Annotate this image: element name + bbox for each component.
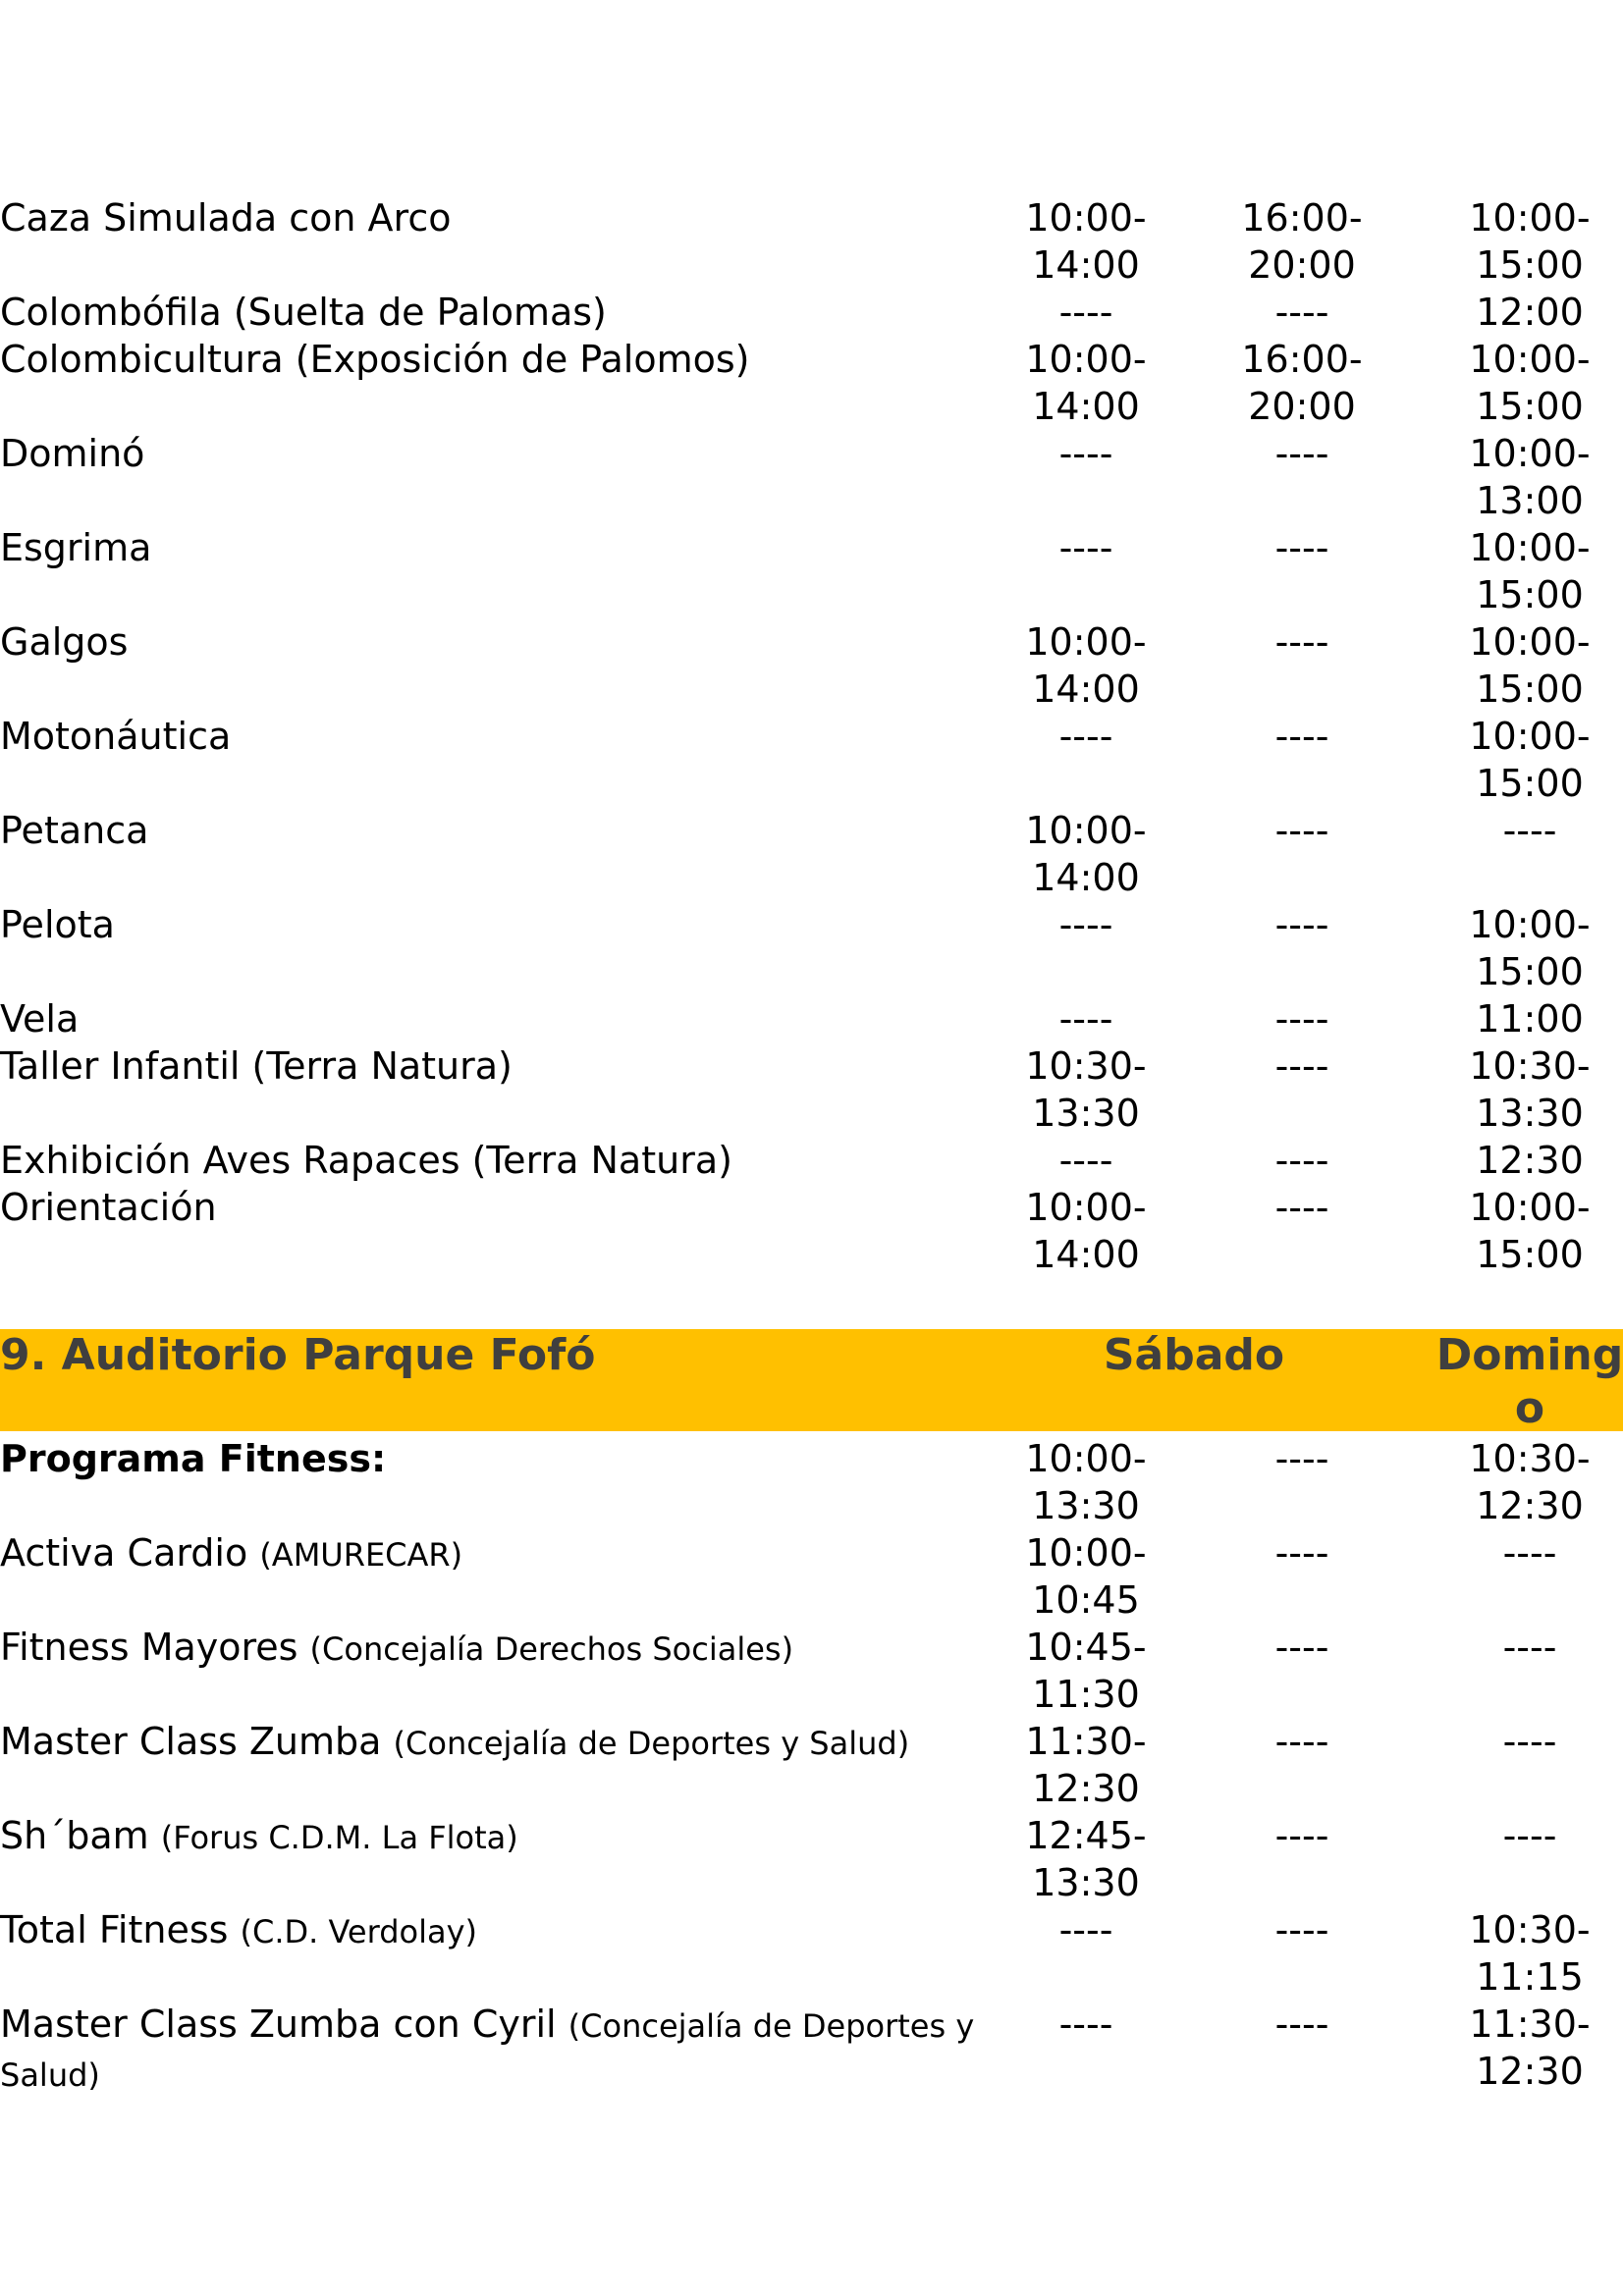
sunday-time: 10:00- 15:00 <box>1469 338 1591 428</box>
sunday-time: 10:00- 15:00 <box>1469 620 1591 711</box>
sunday-time: 10:30- 13:30 <box>1469 1044 1591 1135</box>
organizer: (AMURECAR) <box>259 1536 463 1574</box>
activity-label: Activa Cardio <box>0 1531 260 1575</box>
saturday-morning-time: ---- <box>1058 1908 1113 1951</box>
saturday-morning-time: 10:00- 14:00 <box>1025 338 1147 428</box>
sunday-time: 10:00- 15:00 <box>1469 903 1591 993</box>
saturday-afternoon-time: ---- <box>1274 1531 1329 1575</box>
activity-name <box>0 1812 992 1861</box>
sunday-time: 10:00- 15:00 <box>1469 1186 1591 1276</box>
sunday-time: 10:00- 15:00 <box>1469 526 1591 616</box>
saturday-afternoon-time: ---- <box>1274 1908 1329 1951</box>
activity-name: Pelota <box>0 903 115 946</box>
activity-name: Orientación <box>0 1186 217 1229</box>
saturday-afternoon-time: ---- <box>1274 1720 1329 1763</box>
saturday-afternoon-time: ---- <box>1274 1437 1329 1480</box>
sunday-time: ---- <box>1502 1626 1557 1669</box>
saturday-morning-time: 11:30- 12:30 <box>1025 1720 1147 1810</box>
sunday-time: 11:30- 12:30 <box>1469 2002 1591 2093</box>
saturday-afternoon-time: ---- <box>1274 715 1329 758</box>
section-header <box>0 1329 1623 1431</box>
sunday-time: 10:30- 12:30 <box>1469 1437 1591 1527</box>
sunday-time: ---- <box>1502 1720 1557 1763</box>
saturday-afternoon-time: ---- <box>1274 291 1329 334</box>
saturday-morning-time: ---- <box>1058 903 1113 946</box>
saturday-morning-time: ---- <box>1058 432 1113 475</box>
organizer: (Forus C.D.M. La Flota) <box>160 1819 518 1856</box>
saturday-morning-time: ---- <box>1058 997 1113 1041</box>
saturday-morning-time: 10:00- 13:30 <box>1025 1437 1147 1527</box>
activity-label: Fitness Mayores <box>0 1626 310 1669</box>
activity-label: Master Class Zumba <box>0 1720 394 1763</box>
activity-label: Sh´bam <box>0 1814 161 1857</box>
sunday-column-header: Doming o <box>1435 1330 1623 1433</box>
saturday-morning-time: 10:00- 14:00 <box>1025 196 1147 287</box>
saturday-morning-time: 10:30- 13:30 <box>1025 1044 1147 1135</box>
sunday-time: 12:00 <box>1476 291 1584 334</box>
activity-name: Petanca <box>0 809 149 852</box>
saturday-afternoon-time: ---- <box>1274 1814 1329 1857</box>
sunday-time: 12:30 <box>1476 1139 1584 1182</box>
saturday-morning-time: 10:00- 14:00 <box>1025 620 1147 711</box>
saturday-morning-time: 10:00- 14:00 <box>1025 1186 1147 1276</box>
activity-name: Galgos <box>0 620 129 664</box>
activity-label: Programa Fitness: <box>0 1437 387 1480</box>
saturday-morning-time: ---- <box>1058 1139 1113 1182</box>
organizer: (Concejalía Derechos Sociales) <box>309 1630 794 1668</box>
activity-name <box>0 1435 992 1484</box>
sunday-time: 10:00- 15:00 <box>1469 196 1591 287</box>
activity-name: Colombófila (Suelta de Palomas) <box>0 291 607 334</box>
activity-name: Esgrima <box>0 526 152 569</box>
saturday-morning-time: 10:00- 10:45 <box>1025 1531 1147 1622</box>
saturday-afternoon-time: 16:00- 20:00 <box>1241 196 1363 287</box>
activity-name <box>0 1718 992 1767</box>
saturday-morning-time: ---- <box>1058 715 1113 758</box>
activity-name <box>0 1906 992 1955</box>
saturday-morning-time: 10:45- 11:30 <box>1025 1626 1147 1716</box>
sunday-time: ---- <box>1502 1814 1557 1857</box>
activity-label: Master Class Zumba con Cyril <box>0 2002 568 2046</box>
sunday-time: 10:30- 11:15 <box>1469 1908 1591 1999</box>
activity-name: Dominó <box>0 432 145 475</box>
saturday-afternoon-time: ---- <box>1274 620 1329 664</box>
saturday-morning-time: ---- <box>1058 291 1113 334</box>
sunday-time: 10:00- 13:00 <box>1469 432 1591 522</box>
saturday-afternoon-time: ---- <box>1274 809 1329 852</box>
sunday-time: 10:00- 15:00 <box>1469 715 1591 805</box>
saturday-afternoon-time: ---- <box>1274 997 1329 1041</box>
saturday-afternoon-time: ---- <box>1274 1186 1329 1229</box>
activity-name: Motonáutica <box>0 715 232 758</box>
saturday-morning-time: ---- <box>1058 2002 1113 2046</box>
saturday-afternoon-time: ---- <box>1274 526 1329 569</box>
activity-name <box>0 1529 992 1578</box>
organizer: (C.D. Verdolay) <box>240 1913 477 1950</box>
activity-label: Total Fitness <box>0 1908 241 1951</box>
section-title: 9. Auditorio Parque Fofó <box>0 1330 596 1380</box>
saturday-morning-time: ---- <box>1058 526 1113 569</box>
activity-name <box>0 1624 992 1673</box>
activity-name: Exhibición Aves Rapaces (Terra Natura) <box>0 1139 732 1182</box>
activity-name: Taller Infantil (Terra Natura) <box>0 1044 513 1088</box>
sunday-time: 11:00 <box>1476 997 1584 1041</box>
saturday-afternoon-time: ---- <box>1274 1044 1329 1088</box>
activity-name <box>0 2001 992 2099</box>
saturday-morning-time: 10:00- 14:00 <box>1025 809 1147 899</box>
saturday-afternoon-time: 16:00- 20:00 <box>1241 338 1363 428</box>
organizer: (Concejalía de Deportes y Salud) <box>0 2007 985 2094</box>
saturday-afternoon-time: ---- <box>1274 1139 1329 1182</box>
saturday-afternoon-time: ---- <box>1274 903 1329 946</box>
activity-name: Colombicultura (Exposición de Palomos) <box>0 338 750 381</box>
organizer: (Concejalía de Deportes y Salud) <box>393 1725 910 1762</box>
saturday-afternoon-time: ---- <box>1274 432 1329 475</box>
saturday-afternoon-time: ---- <box>1274 2002 1329 2046</box>
sunday-time: ---- <box>1502 1531 1557 1575</box>
sunday-time: ---- <box>1502 809 1557 852</box>
saturday-afternoon-time: ---- <box>1274 1626 1329 1669</box>
saturday-column-header: Sábado <box>1103 1330 1285 1380</box>
activity-name: Vela <box>0 997 80 1041</box>
saturday-morning-time: 12:45- 13:30 <box>1025 1814 1147 1904</box>
activity-name: Caza Simulada con Arco <box>0 196 452 240</box>
